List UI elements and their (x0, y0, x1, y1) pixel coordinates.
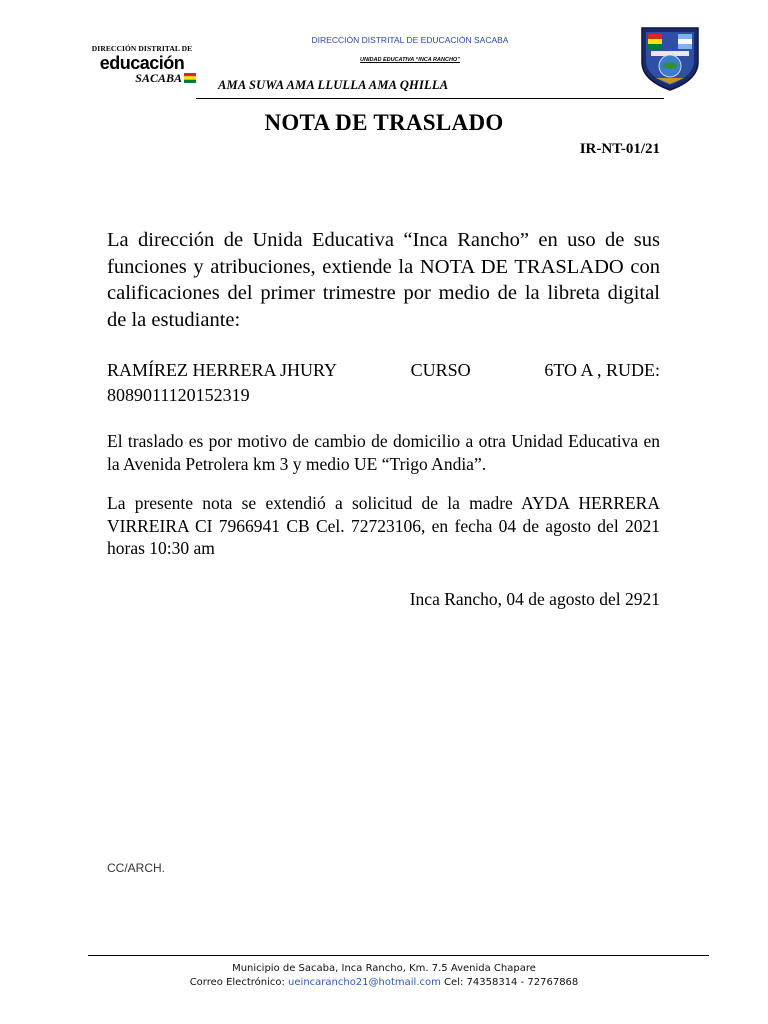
reason-paragraph: El traslado es por motivo de cambio de domicilio a otra Unidad Educativa en la Avenida Petrolera km 3 y medio UE “Trigo Andia”. (107, 431, 660, 474)
cc-note: CC/ARCH. (107, 861, 166, 875)
logo-small-text: DIRECCIÓN DISTRITAL DE (91, 44, 193, 53)
logo-sacaba-text (86, 72, 198, 84)
flag-mark-icon (184, 73, 196, 83)
header-motto: AMA SUWA AMA LLULLA AMA QHILLA (218, 78, 449, 92)
document-title: NOTA DE TRASLADO (264, 110, 504, 135)
footer-email-label: Correo Electrónico: (189, 977, 289, 988)
school-crest-icon (638, 22, 702, 92)
intro-paragraph: La dirección de Unida Educativa “Inca Rancho” en uso de sus funciones y atribuciones, extiende la NOTA DE TRASLADO con calificaciones del primer trimestre por medio de la libreta digital de la estudiante: (107, 229, 660, 331)
logo-sacaba-label: SACABA (135, 71, 182, 85)
header-school: UNIDAD EDUCATIVA “INCA RANCHO” (360, 57, 460, 63)
footer-address: Municipio de Sacaba, Inca Rancho, Km. 7.5 Avenida Chapare (232, 963, 536, 974)
document-reference: IR-NT-01/21 (579, 141, 660, 157)
student-course-label: CURSO (410, 360, 471, 380)
header-institution: DIRECCIÓN DISTRITAL DE EDUCACIÓN SACABA (311, 35, 509, 45)
footer-divider (88, 955, 709, 956)
footer-contact (0, 977, 768, 988)
header-divider (196, 98, 664, 99)
student-rude: 8089011120152319 (107, 385, 250, 405)
logo-big-text: educación (99, 53, 185, 73)
place-date: Inca Rancho, 04 de agosto del 2921 (409, 589, 660, 609)
student-info (107, 358, 660, 408)
footer-email-link[interactable]: ueincarancho21@hotmail.com (288, 977, 441, 988)
distrital-logo (86, 44, 198, 88)
student-name: RAMÍREZ HERRERA JHURY (107, 360, 338, 380)
student-course: 6TO A , RUDE: (544, 360, 660, 380)
student-line-1 (107, 358, 660, 383)
footer-phones: Cel: 74358314 - 72767868 (440, 977, 579, 988)
request-paragraph: La presente nota se extendió a solicitud de la madre AYDA HERRERA VIRREIRA CI 7966941 CB Cel. 72723106, en fecha 04 de agosto del 2021 horas 10:30 am (107, 493, 660, 558)
